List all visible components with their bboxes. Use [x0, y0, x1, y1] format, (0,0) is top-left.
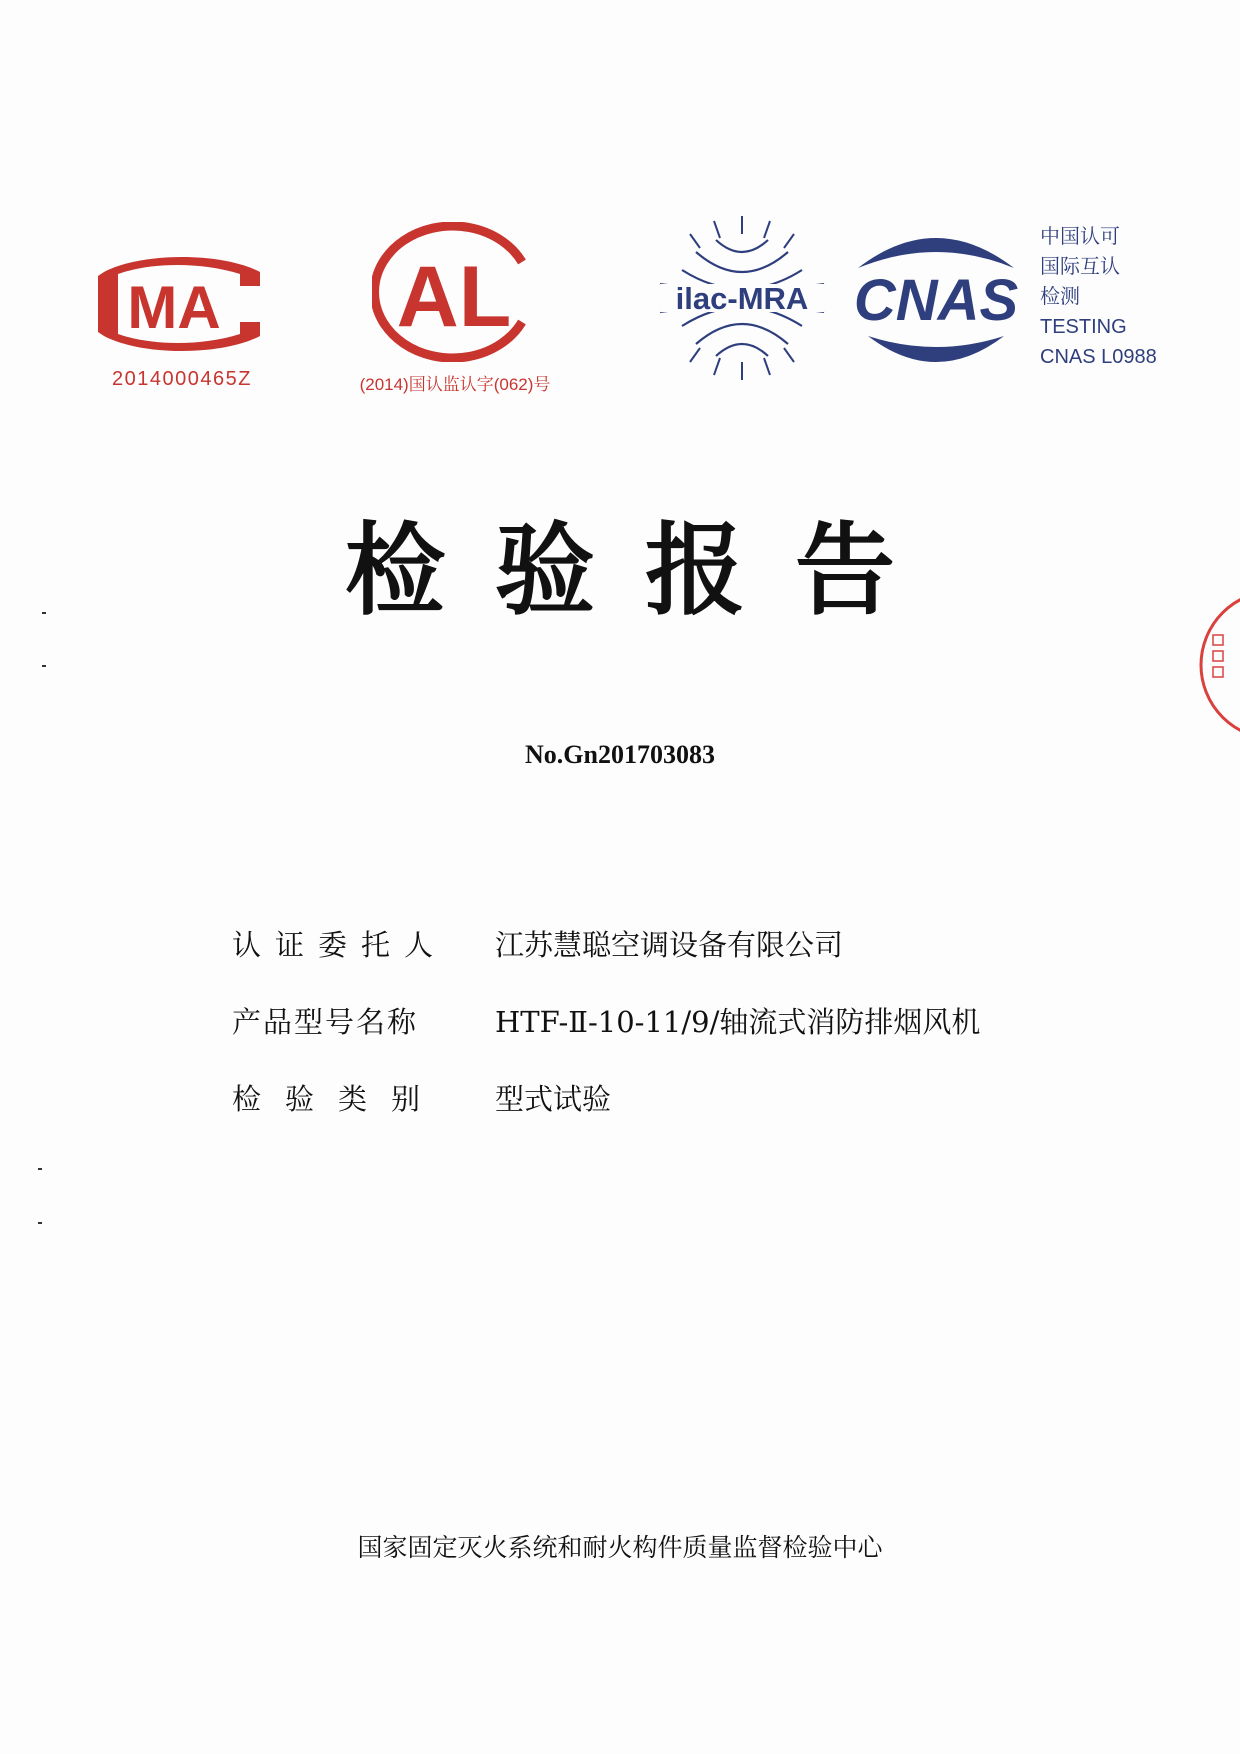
svg-text:CNAS: CNAS — [853, 268, 1019, 333]
issuer-name: 国家固定灭火系统和耐火构件质量监督检验中心 — [357, 1533, 883, 1562]
info-label: 检验类别 — [232, 1082, 445, 1116]
cal-logo — [372, 222, 542, 362]
report-info — [232, 905, 980, 1136]
cnas-caption-line: CNAS L0988 — [1040, 346, 1157, 368]
scan-mark — [42, 665, 46, 667]
info-row-test-type — [232, 1059, 980, 1136]
cnas-caption — [1040, 222, 1157, 372]
cma-logo — [92, 250, 272, 358]
cma-emblem-icon — [92, 250, 272, 358]
ilac-globe-icon — [656, 212, 828, 384]
cma-code: 2014000465Z — [112, 368, 252, 390]
ilac-mra-logo — [656, 212, 828, 384]
cnas-emblem-icon — [838, 228, 1034, 373]
info-label: 产品型号名称 — [232, 1005, 419, 1039]
page-title: 检验报告 — [345, 512, 945, 629]
info-row-client — [232, 905, 980, 982]
cal-emblem-icon — [372, 222, 542, 362]
seal-stamp-icon — [1195, 585, 1240, 745]
info-value: 型式试验 — [495, 1082, 612, 1116]
cnas-caption-line: 中国认可 — [1040, 226, 1120, 248]
scan-mark — [38, 1222, 42, 1224]
scan-mark — [38, 1168, 42, 1170]
info-row-product — [232, 982, 980, 1059]
cnas-logo — [838, 228, 1034, 373]
info-value: 江苏慧聪空调设备有限公司 — [495, 928, 844, 962]
svg-text:ilac-MRA: ilac-MRA — [675, 281, 809, 316]
cnas-caption-line: 国际互认 — [1040, 256, 1120, 278]
svg-text:AL: AL — [396, 249, 512, 345]
cnas-caption-line: 检测 — [1040, 286, 1080, 308]
cnas-caption-line: TESTING — [1040, 316, 1127, 338]
info-value: HTF-Ⅱ-10-11/9/轴流式消防排烟风机 — [495, 1005, 981, 1039]
report-number: No.Gn201703083 — [525, 740, 715, 769]
info-label: 认证委托人 — [232, 928, 448, 962]
cal-code: (2014)国认监认字(062)号 — [359, 375, 551, 394]
scan-mark — [42, 612, 46, 614]
svg-text:MA: MA — [127, 274, 221, 341]
